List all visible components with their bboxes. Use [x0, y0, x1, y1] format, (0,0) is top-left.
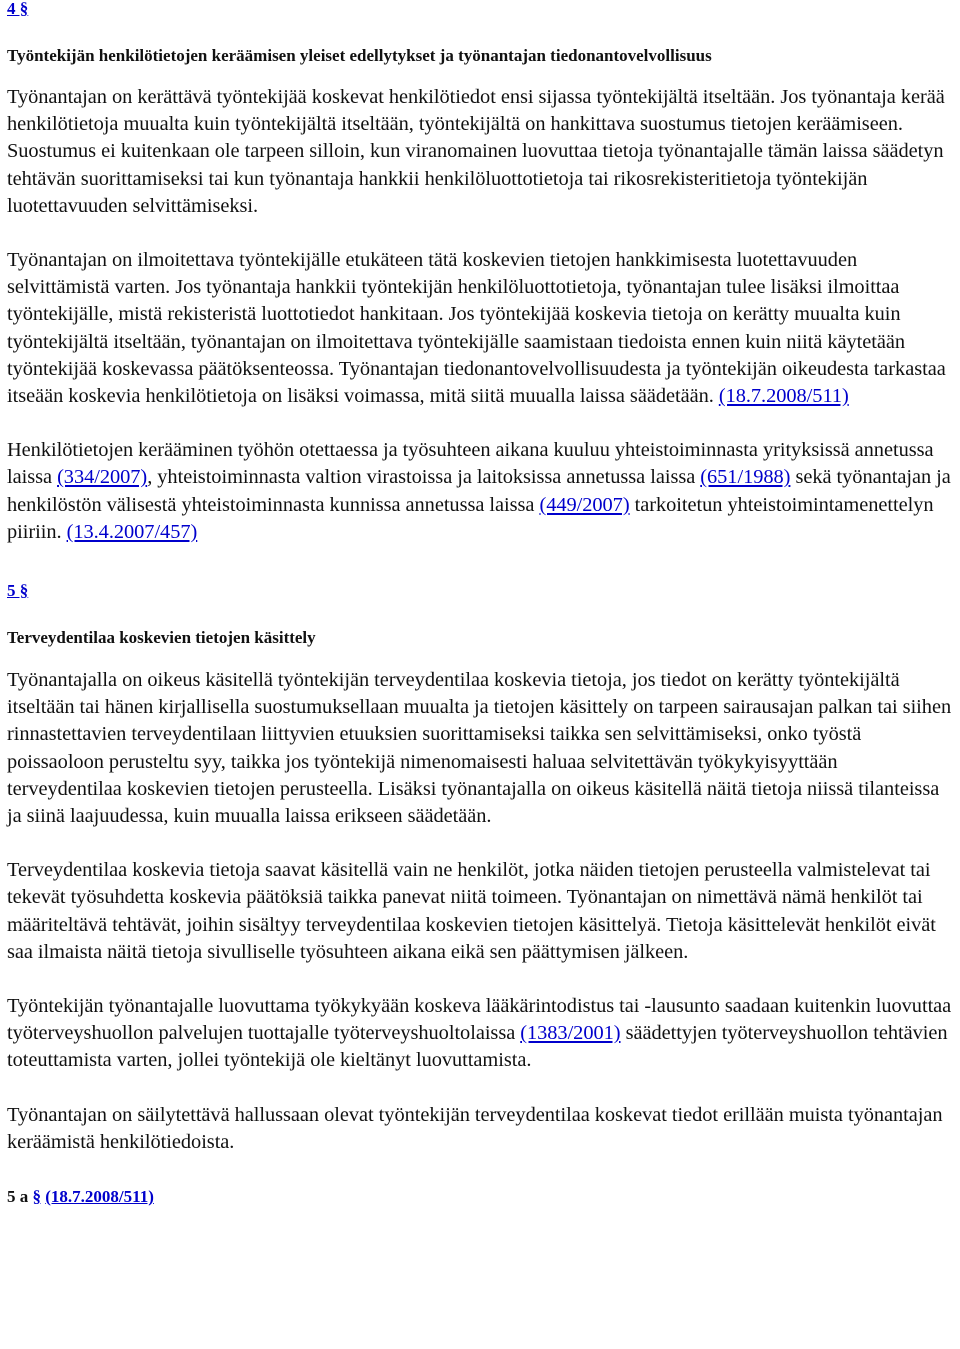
section-4-number: [7, 0, 956, 20]
section-5a-link[interactable]: §: [32, 1187, 41, 1207]
law-link-1383-2001[interactable]: (1383/2001): [520, 1022, 621, 1045]
law-link-449-2007[interactable]: (449/2007): [539, 493, 630, 516]
section-5-paragraph-1: Työnantajalla on oikeus käsitellä työntekijän terveydentilaa koskevia tietoja, jos tiedot on kerätty työntekijältä itseltään tai hänen kirjallisella suostumuksellaan muualta ja tietojen käsittely on tarpeen sairausajan palkan tai siihen rinnastettavien terveydentilaan liittyvien etuuksien suorittamiseksi taikka sen selvittämiseksi, onko työstä poissaoloon perusteltu syy, taikka jos työntekijä nimenomaisesti haluaa selvitettävän työkykyisyyttään terveydentilaa koskevien tietojen perusteella. Lisäksi työnantajalla on oikeus käsitellä näitä tietoja niissä tilanteissa ja siinä laajuudessa, kuin muualla laissa erikseen säädetään.: [7, 669, 952, 828]
section-5-paragraph-3: [7, 993, 956, 1075]
section-5-paragraph-2: Terveydentilaa koskevia tietoja saavat käsitellä vain ne henkilöt, jotka näiden tietojen perusteella valmistelevat tai tekevät työsuhdetta koskevia päätöksiä taikka panevat niitä toimeen. Työnantajan on nimettävä nämä henkilöt tai määriteltävä tehtävät, joihin sisältyy terveydentilaa koskevien tietojen käsittelyä. Tietoja käsittelevät henkilöt eivät saa ilmaista näitä tietoja sivulliselle työsuhteen aikana eikä sen päättymisen jälkeen.: [7, 859, 936, 963]
section-5-title: Terveydentilaa koskevien tietojen käsittely: [7, 628, 316, 648]
amendment-link-13-4-2007-457[interactable]: (13.4.2007/457): [66, 520, 198, 543]
text-segment: Työntekijän työnantajalle luovuttama työkykyään koskeva lääkärintodistus tai -lausunto saadaan kuitenkin luovuttaa työterveyshuollon palvelujen tuottajalle työterveyshuoltolaissa: [7, 995, 952, 1045]
section-4-link[interactable]: 4 §: [7, 0, 29, 18]
law-link-651-1988[interactable]: (651/1988): [700, 466, 791, 489]
section-4-paragraph-2: [7, 247, 956, 410]
text-segment: Henkilötietojen kerääminen työhön otettaessa ja työsuhteen aikana kuuluu yhteistoiminnasta yrityksissä annetussa laissa: [7, 439, 934, 489]
section-4-paragraph-1: Työnantajan on kerättävä työntekijää koskevat henkilötiedot ensi sijassa työntekijältä itseltään. Jos työnantaja kerää henkilötietoja muualta kuin työntekijältä itseltään, työntekijältä on hankittava suostumus tietojen keräämiseen. Suostumus ei kuitenkaan ole tarpeen silloin, kun viranomainen luovuttaa tietoja työnantajalle tämän laissa säädetyn tehtävän suorittamiseksi tai kun työnantaja hankkii henkilöluottotietoja tai rikosrekisteritietoja työntekijän luotettavuuden selvittämiseksi.: [7, 86, 945, 217]
law-link-334-2007[interactable]: (334/2007): [57, 466, 148, 489]
amendment-link-18-7-2008-511[interactable]: (18.7.2008/511): [718, 385, 849, 408]
section-5-link[interactable]: 5 §: [7, 581, 29, 601]
section-5-paragraph-4: Työnantajan on säilytettävä hallussaan olevat työntekijän terveydentilaa koskevat tiedot erillään muista työnantajan keräämistä henkilötiedoista.: [7, 1103, 943, 1153]
text-segment: sekä työnantajan ja henkilöstön välisestä yhteistoiminnasta kunnissa annetussa laissa: [7, 466, 951, 516]
amendment-link-5a-18-7-2008-511[interactable]: (18.7.2008/511): [45, 1187, 154, 1207]
text-segment: , yhteistoiminnasta valtion virastoissa ja laitoksissa annetussa laissa: [147, 466, 701, 489]
section-5a-label: 5 a: [7, 1187, 29, 1207]
section-4-title: Työntekijän henkilötietojen keräämisen yleiset edellytykset ja työnantajan tiedonantovelvollisuus: [7, 46, 712, 65]
section-5-number: [7, 580, 956, 602]
section-4-paragraph-2-text: Työnantajan on ilmoitettava työntekijälle etukäteen tätä koskevien tietojen hankkimisesta luotettavuuden selvittämistä varten. Jos työnantaja hankkii työntekijän henkilöluottotietoja, työnantajan tulee lisäksi ilmoittaa työntekijälle, mistä rekisteristä luottotiedot hankitaan. Jos työntekijää koskevia tietoja on kerätty muualta kuin työntekijältä itseltään, työnantajan on ilmoitettava työntekijälle saamistaan tiedoista ennen kuin niitä käytetään työntekijää koskevassa päätöksenteossa. Työnantajan tiedonantovelvollisuudesta ja työntekijän oikeudesta tarkastaa itseään koskevia henkilötietoja on lisäksi voimassa, mitä siitä muualla laissa säädetään.: [7, 249, 946, 408]
section-5a-heading: [7, 1186, 956, 1208]
text-segment: tarkoitetun yhteistoimintamenettelyn piiriin.: [7, 493, 934, 543]
section-4-paragraph-3: [7, 437, 956, 546]
text-segment: säädettyjen työterveyshuollon tehtävien toteuttamista varten, jollei työntekijä ole kieltänyt luovuttamista.: [7, 1022, 948, 1072]
